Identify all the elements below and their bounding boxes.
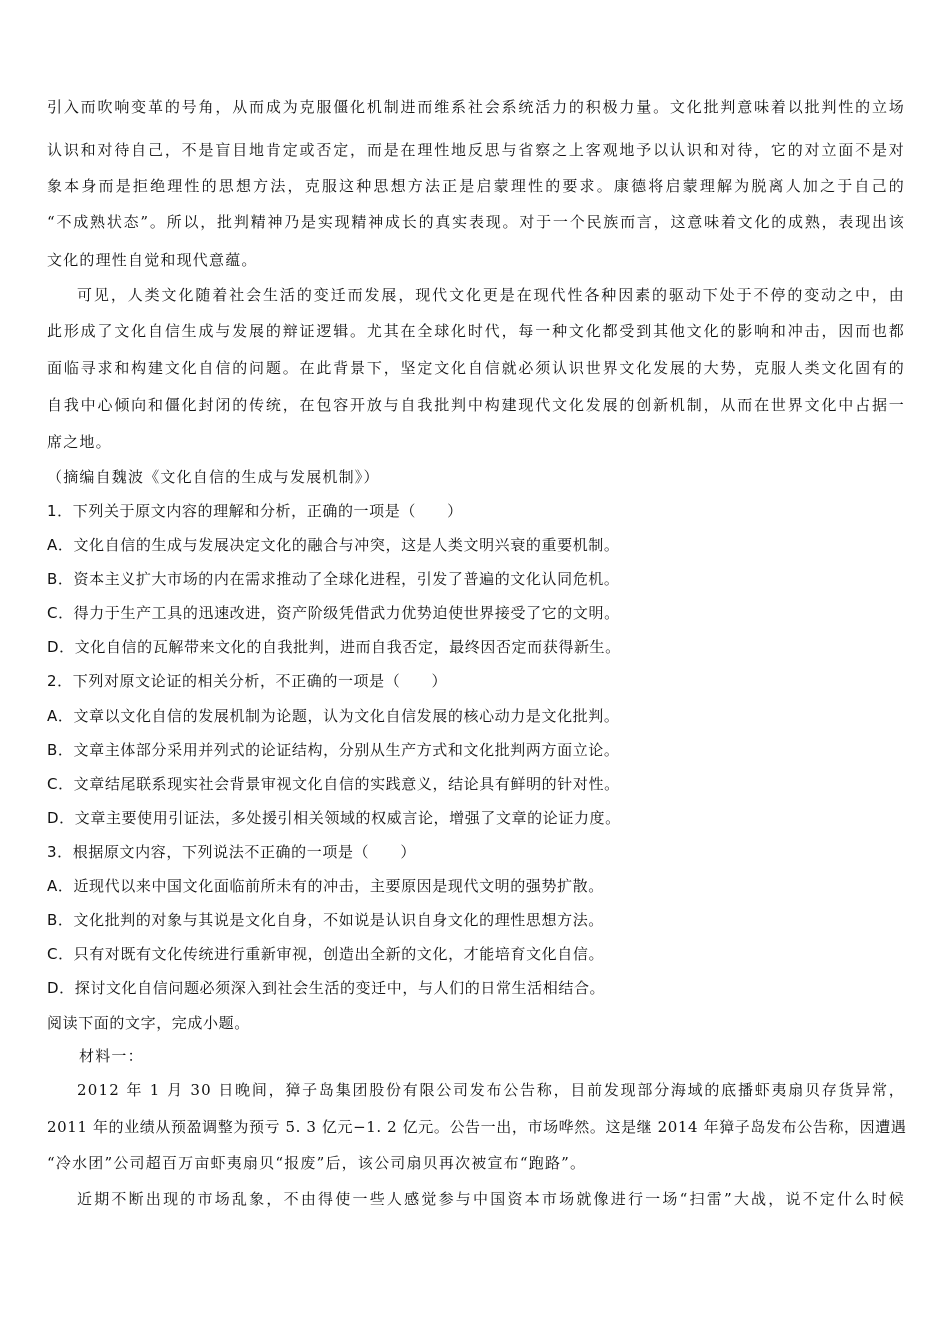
passage-line: 认识和对待自己，不是盲目地肯定或否定，而是在理性地反思与省察之上客观地予以认识和对待，它的对立面不是对 [47, 141, 905, 159]
reading-instruction: 阅读下面的文字，完成小题。 [47, 1014, 250, 1032]
question-option: A．文章以文化自信的发展机制为论题，认为文化自信发展的核心动力是文化批判。 [47, 707, 620, 725]
material-line: 2011 年的业绩从预盈调整为预亏 5. 3 亿元−1. 2 亿元。公告一出，市场哗然。这是继 2014 年獐子岛发布公告称，因遭遇 [47, 1118, 907, 1136]
question-option: D．文化自信的瓦解带来文化的自我批判，进而自我否定，最终因否定而获得新生。 [47, 638, 621, 656]
passage-line: 引入而吹响变革的号角，从而成为克服僵化机制进而维系社会系统活力的积极力量。文化批判意味着以批判性的立场 [47, 98, 905, 116]
question-option: D．探讨文化自信问题必须深入到社会生活的变迁中，与人们的日常生活相结合。 [47, 979, 606, 997]
question-option: A．文化自信的生成与发展决定文化的融合与冲突，这是人类文明兴衰的重要机制。 [47, 536, 620, 554]
passage-line: 面临寻求和构建文化自信的问题。在此背景下，坚定文化自信就必须认识世界文化发展的大势，克服人类文化固有的 [47, 359, 905, 377]
question-stem: 1．下列关于原文内容的理解和分析，正确的一项是（ ） [47, 502, 463, 520]
question-option: B．文化批判的对象与其说是文化自身，不如说是认识自身文化的理性思想方法。 [47, 911, 604, 929]
passage-line: 自我中心倾向和僵化封闭的传统，在包容开放与自我批判中构建现代文化发展的创新机制，从而在世界文化中占据一 [47, 396, 905, 414]
material-line: “冷水团”公司超百万亩虾夷扇贝“报废”后，该公司扇贝再次被宣布“跑路”。 [47, 1154, 587, 1172]
material-line: 近期不断出现的市场乱象，不由得使一些人感觉参与中国资本市场就像进行一场“扫雷”大战，说不定什么时候 [77, 1190, 905, 1208]
passage-line: 象本身而是拒绝理性的思想方法，克服这种思想方法正是启蒙理性的要求。康德将启蒙理解为脱离人加之于自己的 [47, 177, 905, 195]
question-option: C．只有对既有文化传统进行重新审视，创造出全新的文化，才能培育文化自信。 [47, 945, 605, 963]
question-stem: 3．根据原文内容，下列说法不正确的一项是（ ） [47, 843, 416, 861]
material-line: 2012 年 1 月 30 日晚间，獐子岛集团股份有限公司发布公告称，目前发现部分海域的底播虾夷扇贝存货异常， [77, 1081, 905, 1099]
passage-line: 此形成了文化自信生成与发展的辩证逻辑。尤其在全球化时代，每一种文化都受到其他文化的影响和冲击，因而也都 [47, 322, 905, 340]
question-option: D．文章主要使用引证法，多处援引相关领域的权威言论，增强了文章的论证力度。 [47, 809, 621, 827]
question-stem: 2．下列对原文论证的相关分析，不正确的一项是（ ） [47, 672, 448, 690]
question-option: B．资本主义扩大市场的内在需求推动了全球化进程，引发了普遍的文化认同危机。 [47, 570, 620, 588]
passage-line: 可见，人类文化随着社会生活的变迁而发展，现代文化更是在现代性各种因素的驱动下处于不停的变动之中，由 [77, 286, 905, 304]
passage-line: 文化的理性自觉和现代意蕴。 [47, 251, 258, 269]
material-heading: 材料一： [79, 1047, 144, 1065]
passage-source: （摘编自魏波《文化自信的生成与发展机制》） [47, 468, 380, 486]
passage-line: 席之地。 [47, 433, 112, 451]
question-option: C．文章结尾联系现实社会背景审视文化自信的实践意义，结论具有鲜明的针对性。 [47, 775, 620, 793]
question-option: C．得力于生产工具的迅速改进，资产阶级凭借武力优势迫使世界接受了它的文明。 [47, 604, 620, 622]
question-option: B．文章主体部分采用并列式的论证结构，分别从生产方式和文化批判两方面立论。 [47, 741, 620, 759]
question-option: A．近现代以来中国文化面临前所未有的冲击，主要原因是现代文明的强势扩散。 [47, 877, 604, 895]
passage-line: “不成熟状态”。所以，批判精神乃是实现精神成长的真实表现。对于一个民族而言，这意味着文化的成熟，表现出该 [47, 213, 905, 231]
